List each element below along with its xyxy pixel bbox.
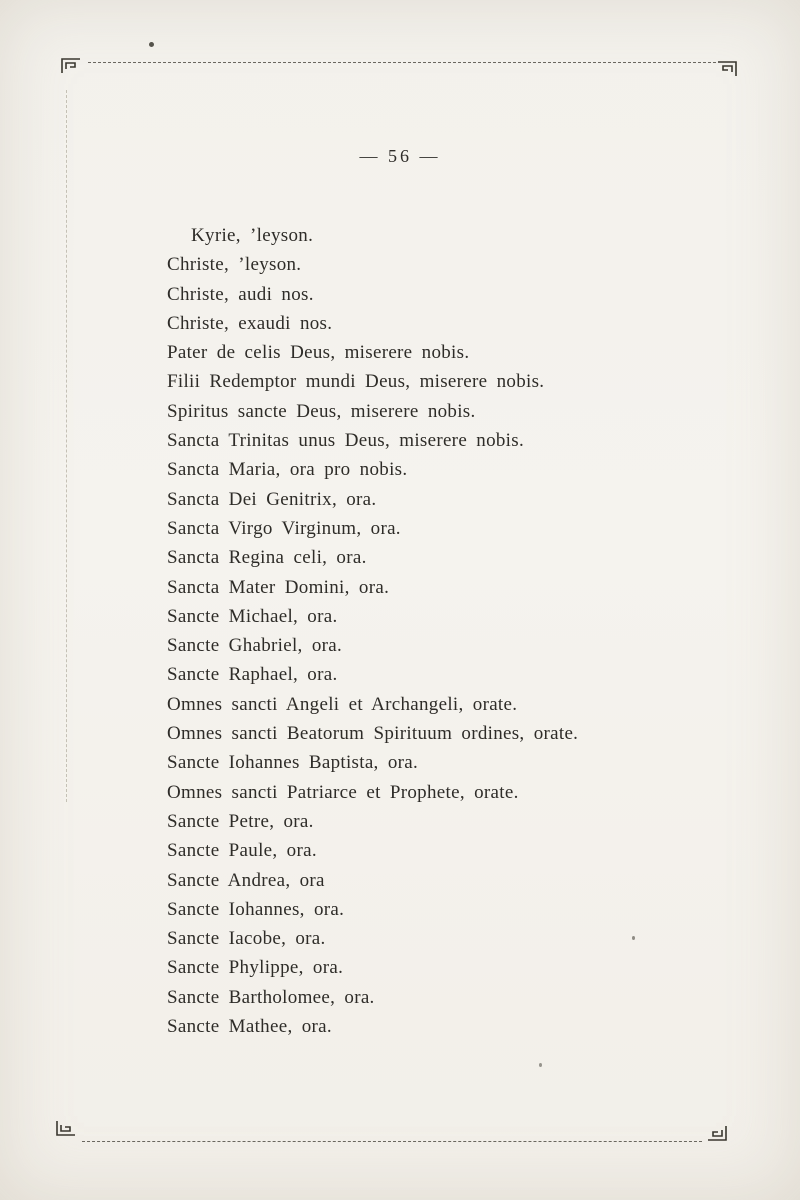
text-line: Pater de celis Deus, miserere nobis.	[167, 342, 470, 364]
text-line: Sancte Iohannes Baptista, ora.	[167, 752, 419, 774]
ink-speck	[539, 1063, 542, 1067]
text-line: Sancte Phylippe, ora.	[167, 957, 344, 979]
text-line: Filii Redemptor mundi Deus, miserere nobis.	[167, 371, 545, 393]
printer-corner-ornament-icon	[60, 52, 82, 74]
text-line: Sancta Dei Genitrix, ora.	[167, 488, 377, 510]
text-line: Christe, audi nos.	[167, 283, 314, 305]
text-line: Sancte Paule, ora.	[167, 840, 317, 862]
text-line: Sancta Regina celi, ora.	[167, 547, 367, 569]
text-line: Christe, exaudi nos.	[167, 312, 333, 334]
top-dashed-rule	[88, 62, 716, 63]
ink-speck	[632, 936, 635, 940]
text-line: Sancte Ghabriel, ora.	[167, 635, 343, 657]
text-line: Omnes sancti Beatorum Spirituum ordines, orate.	[167, 723, 579, 745]
text-line: Omnes sancti Angeli et Archangeli, orate.	[167, 693, 518, 715]
text-line: Sancte Bartholomee, ora.	[167, 986, 375, 1008]
printer-corner-ornament-icon	[716, 55, 738, 77]
bottom-dashed-rule	[82, 1141, 702, 1142]
text-line: Sancta Mater Domini, ora.	[167, 576, 390, 598]
ink-speck	[149, 42, 154, 47]
left-margin-dashed-rule	[66, 90, 67, 802]
text-line: Sancte Iohannes, ora.	[167, 898, 345, 920]
text-line: Spiritus sancte Deus, miserere nobis.	[167, 400, 476, 422]
page-number: — 56 —	[359, 146, 441, 166]
text-line: Sancte Michael, ora.	[167, 605, 338, 627]
printer-corner-ornament-icon	[706, 1125, 728, 1147]
text-line: Omnes sancti Patriarce et Prophete, orate.	[167, 781, 519, 803]
litany-text-block	[167, 221, 578, 1041]
text-line: Sancte Andrea, ora	[167, 869, 325, 891]
text-line: Sancta Trinitas unus Deus, miserere nobis.	[167, 430, 525, 452]
text-line: Sancte Iacobe, ora.	[167, 928, 326, 950]
text-line: Sancta Virgo Virginum, ora.	[167, 517, 401, 539]
text-line: Sancte Mathee, ora.	[167, 1016, 332, 1038]
text-line: Sancta Maria, ora pro nobis.	[167, 459, 408, 481]
text-line: Sancte Petre, ora.	[167, 810, 314, 832]
text-line: Sancte Raphael, ora.	[167, 664, 338, 686]
printer-corner-ornament-icon	[55, 1120, 77, 1142]
text-line: Christe, ’leyson.	[167, 254, 302, 276]
text-line: Kyrie, ’leyson.	[191, 225, 314, 246]
